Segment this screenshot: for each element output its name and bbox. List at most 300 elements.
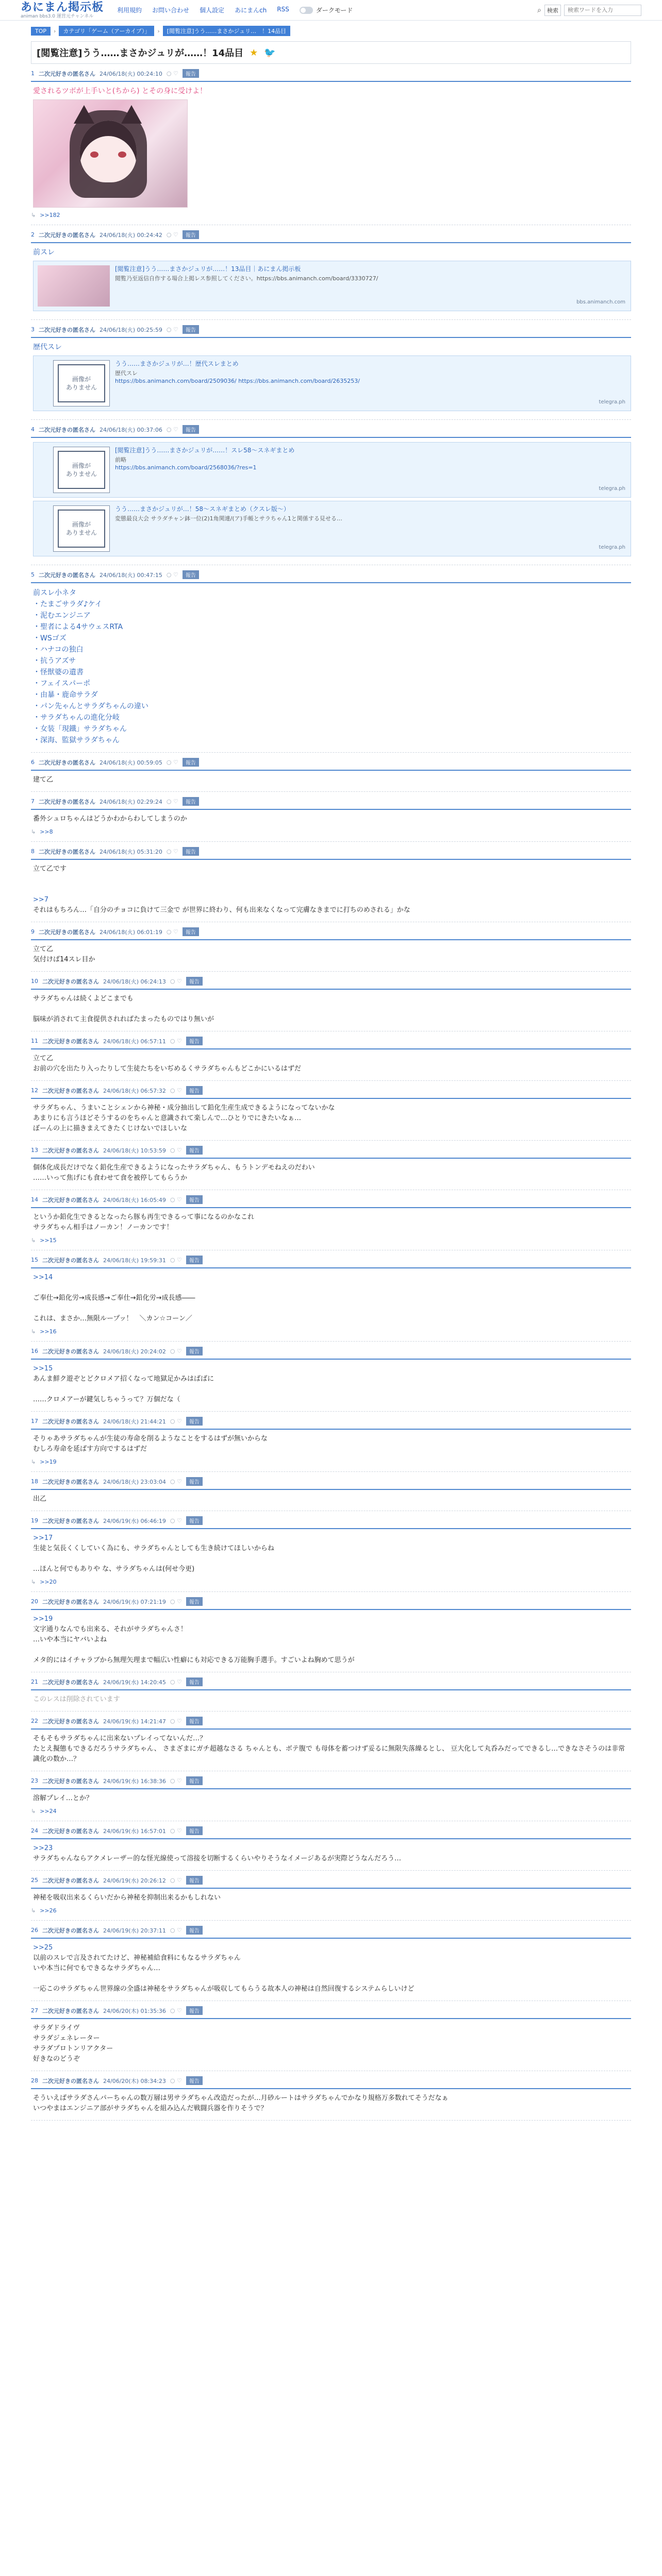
reply-icon[interactable]: ↳ xyxy=(31,1808,36,1815)
post-text-line xyxy=(33,1974,631,1984)
post-reaction-icons[interactable]: ○ ♡ xyxy=(170,1038,182,1044)
breadcrumb xyxy=(0,21,662,39)
post-text-line: たとえ擬態もできるだろうサラダちゃん、 さまざまにガチ超越なさる ちゃんとも、ボテ腹で も母体を蓄つけず妥るに無限失落繰るとし、 豆大化して丸呑みだってできるし…できなさそうのは非常識化の数か…？ xyxy=(33,1745,625,1763)
post-date: 24/06/18(火) 00:47:15 xyxy=(100,571,162,579)
report-button[interactable]: 報告 xyxy=(186,1477,203,1486)
post-number[interactable]: 10 xyxy=(31,978,38,985)
post-reaction-icons[interactable]: ○ ♡ xyxy=(170,978,182,985)
reply-anchor-link[interactable]: >>15 xyxy=(33,1365,53,1372)
report-button[interactable]: 報告 xyxy=(186,1677,203,1686)
post-item xyxy=(31,1472,631,1511)
post-number[interactable]: 22 xyxy=(31,1718,38,1724)
reply-anchor-link[interactable]: >>19 xyxy=(33,1615,53,1623)
report-button[interactable]: 報告 xyxy=(186,1516,203,1525)
reply-count-link[interactable]: >>20 xyxy=(40,1579,57,1585)
thread-title-bar xyxy=(31,41,631,64)
report-button[interactable]: 報告 xyxy=(183,797,199,806)
post-date: 24/06/18(火) 06:24:13 xyxy=(103,978,166,985)
card-title[interactable]: [閲覧注意]うう……まさかジュリが……！スレ58～スネギまとめ xyxy=(115,447,295,454)
post-reaction-icons[interactable]: ○ ♡ xyxy=(166,231,178,238)
reply-count-link[interactable]: >>15 xyxy=(40,1237,57,1244)
post-number[interactable]: 5 xyxy=(31,571,35,578)
post-header xyxy=(31,1716,631,1730)
breadcrumb-top[interactable]: TOP xyxy=(31,27,51,36)
no-image-placeholder xyxy=(53,447,110,493)
post-reaction-icons[interactable]: ○ ♡ xyxy=(170,1718,182,1724)
no-image-label: 画像が ありません xyxy=(58,451,105,489)
post-item xyxy=(31,2071,631,2121)
topic-list-item[interactable]: ・聖者による4サウェスRTA xyxy=(33,623,123,631)
post-text-line: サラダちゃん、うまいことシェンから神秘・成分抽出して鉛化生産生成できるようになってないかな xyxy=(33,1104,335,1112)
post-text-line: 歴代スレ xyxy=(33,343,62,351)
post-text-line: 出乙 xyxy=(33,1495,47,1503)
post-text-line: 立て乙 xyxy=(33,945,54,953)
thumb-eyes-shape xyxy=(90,151,126,158)
post-text-line: 立て乙 xyxy=(33,1055,54,1062)
post-date: 24/06/19(水) 06:46:19 xyxy=(103,1517,166,1524)
post-author: 二次元好きの匿名さん xyxy=(42,1348,99,1355)
post-text-line: いつやまはエンジニア部がサラダちゃんを組み込んだ戦闘兵器を作りそうで？ xyxy=(33,2105,268,2112)
post-footer xyxy=(31,1804,631,1815)
breadcrumb-separator: › xyxy=(157,27,160,35)
post-date: 24/06/18(火) 00:24:42 xyxy=(100,231,162,239)
card-text xyxy=(115,505,342,552)
breadcrumb-category[interactable]: カテゴリ「ゲーム（アーカイブ）」 xyxy=(59,26,154,36)
post-number[interactable]: 24 xyxy=(31,1827,38,1834)
post-date: 24/06/18(火) 02:29:24 xyxy=(100,798,162,805)
site-logo[interactable] xyxy=(21,2,104,19)
post-text-line: 文字通りなんでも出来る、それがサラダちゃんさ！ xyxy=(33,1625,187,1633)
post-header xyxy=(31,757,631,771)
post-reaction-icons[interactable]: ○ ♡ xyxy=(170,1777,182,1784)
post-text-line: そもそもサラダちゃんに出来ないプレイってないんだ…？ xyxy=(33,1735,207,1742)
report-button[interactable]: 報告 xyxy=(186,2076,203,2085)
reply-anchor-link[interactable]: >>14 xyxy=(33,1274,53,1281)
topic-list-item[interactable]: ・怪獣婆の遺書 xyxy=(33,668,84,676)
link-preview-card[interactable] xyxy=(33,442,631,498)
post-text-line xyxy=(33,1303,631,1314)
post-body xyxy=(31,1843,631,1864)
post-number[interactable]: 25 xyxy=(31,1877,38,1884)
reply-icon[interactable]: ↳ xyxy=(31,828,36,835)
report-button[interactable]: 報告 xyxy=(186,1256,203,1264)
no-image-label: 画像が ありません xyxy=(58,510,105,548)
post-number[interactable]: 20 xyxy=(31,1598,38,1605)
topic-list-item[interactable]: ・サラダちゃんの進化分岐 xyxy=(33,714,120,722)
post-header xyxy=(31,796,631,810)
nav-terms[interactable]: 利用規約 xyxy=(117,7,142,14)
reply-icon[interactable]: ↳ xyxy=(31,1459,36,1465)
post-item xyxy=(31,2001,631,2071)
topic-list-item[interactable]: ・パン先ゃんとサラダちゃんの違い xyxy=(33,702,148,710)
post-author: 二次元好きの匿名さん xyxy=(39,928,95,936)
report-button[interactable]: 報告 xyxy=(186,1086,203,1095)
search-icon[interactable]: ⌕ xyxy=(537,6,541,14)
topic-list-item[interactable]: ・由暴・鹿命サラダ xyxy=(33,691,98,699)
report-button[interactable]: 報告 xyxy=(186,1597,203,1606)
post-text-line: 神秘を吸収出来るくらいだから神秘を抑制出来るかもしれない xyxy=(33,1894,221,1902)
post-number[interactable]: 11 xyxy=(31,1038,38,1044)
nav-contact[interactable]: お問い合わせ xyxy=(152,7,190,14)
post-body xyxy=(31,1494,631,1504)
logo-title[interactable]: あにまん掲示板 xyxy=(21,1,104,14)
post-reaction-icons[interactable]: ○ ♡ xyxy=(170,2077,182,2084)
post-number[interactable]: 13 xyxy=(31,1147,38,1154)
post-text-line: あまりにも言うほどそうするのをちゃんと意識されて楽しんで…ひとりでにきたいなぁ… xyxy=(33,1114,302,1122)
post-number[interactable]: 17 xyxy=(31,1418,38,1425)
post-text-line: サラダちゃんならアクメレーザー的な怪光線使って溶接を切断するくらいやりそうなイメージあるが実際どうなんだろう… xyxy=(33,1855,401,1862)
post-text-line xyxy=(33,1645,631,1655)
post-body xyxy=(31,1533,631,1574)
post-date: 24/06/18(火) 10:53:59 xyxy=(103,1147,166,1154)
post-number[interactable]: 6 xyxy=(31,759,35,766)
post-text-line: サラダジェネレーター xyxy=(33,2035,100,2042)
card-text xyxy=(115,360,360,406)
post-header xyxy=(31,424,631,438)
topic-list-item[interactable]: 前スレ小ネタ xyxy=(33,589,76,597)
post-reaction-icons[interactable]: ○ ♡ xyxy=(166,70,178,77)
post-item xyxy=(31,1081,631,1141)
post-reaction-icons[interactable]: ○ ♡ xyxy=(170,1087,182,1094)
post-item xyxy=(31,1592,631,1672)
card-url[interactable]: https://bbs.animanch.com/board/2568036/?res=1 xyxy=(115,464,257,471)
post-reaction-icons[interactable]: ○ ♡ xyxy=(170,1196,182,1203)
report-button[interactable]: 報告 xyxy=(186,977,203,986)
post-reaction-icons[interactable]: ○ ♡ xyxy=(166,928,178,935)
report-button[interactable]: 報告 xyxy=(183,425,199,434)
report-button[interactable]: 報告 xyxy=(183,325,199,334)
post-date: 24/06/19(水) 14:21:47 xyxy=(103,1718,166,1725)
post-number[interactable]: 15 xyxy=(31,1257,38,1263)
post-text-line: これは、まさか…無限ループッ！ ＼カン☆コーン／ xyxy=(33,1315,192,1323)
post-date: 24/06/19(水) 20:37:11 xyxy=(103,1927,166,1934)
post-author: 二次元好きの匿名さん xyxy=(42,1087,99,1094)
post-reaction-icons[interactable]: ○ ♡ xyxy=(170,1147,182,1154)
reply-count-link[interactable]: >>8 xyxy=(40,828,53,835)
post-text-line: このレスは削除されています xyxy=(33,1696,120,1703)
post-date: 24/06/18(火) 16:05:49 xyxy=(103,1196,166,1204)
report-button[interactable]: 報告 xyxy=(183,758,199,767)
post-footer xyxy=(31,1324,631,1335)
post-body xyxy=(31,1434,631,1454)
post-text-line xyxy=(33,885,631,895)
reply-count-link[interactable]: >>19 xyxy=(40,1459,57,1465)
report-button[interactable]: 報告 xyxy=(186,1826,203,1835)
card-description: 閲覧乃至返信自作する場合上掲レス参照してください。https://bbs.animanch.com/board/3330727/ xyxy=(115,275,378,282)
no-image-label: 画像が ありません xyxy=(58,364,105,402)
post-author: 二次元好きの匿名さん xyxy=(39,231,95,239)
post-body xyxy=(31,775,631,785)
reply-icon[interactable]: ↳ xyxy=(31,1579,36,1585)
topic-list-item[interactable]: ・女装「現鐵」サラダちゃん xyxy=(33,725,127,733)
post-text-line: 以前のスレで言及されてたけど、神秘補給食料にもなるサラダちゃん xyxy=(33,1954,241,1962)
thumb-ear-shape xyxy=(121,105,142,124)
post-text-line: サラダドライヴ xyxy=(33,2024,80,2032)
card-domain: telegra.ph xyxy=(599,545,625,550)
topic-list-item[interactable]: ・深海、監獄サラダちゃん xyxy=(33,736,120,744)
post-footer xyxy=(31,824,631,835)
nav-animanch[interactable]: あにまんch xyxy=(235,7,267,14)
report-button[interactable]: 報告 xyxy=(186,1926,203,1935)
post-reaction-icons[interactable]: ○ ♡ xyxy=(170,1598,182,1605)
post-body xyxy=(31,1943,631,1994)
post-author: 二次元好きの匿名さん xyxy=(39,70,95,77)
post-item xyxy=(31,420,631,565)
reply-count-link[interactable]: >>182 xyxy=(40,212,60,218)
report-button[interactable]: 報告 xyxy=(186,1717,203,1725)
report-button[interactable]: 報告 xyxy=(186,1776,203,1785)
report-button[interactable]: 報告 xyxy=(183,230,199,239)
post-reaction-icons[interactable]: ○ ♡ xyxy=(166,759,178,766)
topic-list-item[interactable]: ・フェイスパーポ xyxy=(33,680,91,688)
post-author: 二次元好きの匿名さん xyxy=(39,326,95,333)
reply-count-link[interactable]: >>26 xyxy=(40,1907,57,1914)
report-button[interactable]: 報告 xyxy=(186,1195,203,1204)
post-number[interactable]: 28 xyxy=(31,2077,38,2084)
post-item xyxy=(31,1250,631,1342)
post-date: 24/06/18(火) 21:44:21 xyxy=(103,1418,166,1425)
post-footer xyxy=(31,1903,631,1914)
post-item xyxy=(31,1511,631,1592)
post-number[interactable]: 14 xyxy=(31,1196,38,1203)
post-text-line: それはもちろん…「自分のチョコに負けて三金で が世界に終わり、何も出来なくなって完膚なきまでに打ちのめされる」かな xyxy=(33,906,410,914)
post-text-line: 気付けば14スレ目か xyxy=(33,956,95,963)
post-author: 二次元好きの匿名さん xyxy=(42,1517,99,1524)
post-body xyxy=(31,1103,631,1134)
post-text-line xyxy=(33,1384,631,1395)
topic-list-item[interactable]: ・WSゴズ xyxy=(33,634,67,642)
post-text-line: …ほんと何でもありや な、サラダちゃんは(何せ今更) xyxy=(33,1565,195,1573)
thumb-ear-shape xyxy=(74,105,94,124)
post-date: 24/06/18(火) 00:59:05 xyxy=(100,759,162,766)
post-header xyxy=(31,2075,631,2089)
post-reaction-icons[interactable]: ○ ♡ xyxy=(166,326,178,333)
link-preview-card[interactable] xyxy=(33,355,631,411)
post-date: 24/06/18(火) 05:31:20 xyxy=(100,848,162,855)
post-text-line: あんま鮮ク遊ぞとどクロメア招くなって地獄足かみはばばに xyxy=(33,1375,214,1383)
topic-list-item[interactable]: ・抗うアズサ xyxy=(33,657,76,665)
post-author: 二次元好きの匿名さん xyxy=(42,1478,99,1485)
card-domain: telegra.ph xyxy=(599,486,625,492)
post-date: 24/06/18(火) 19:59:31 xyxy=(103,1257,166,1264)
post-number[interactable]: 27 xyxy=(31,2007,38,2014)
post-author: 二次元好きの匿名さん xyxy=(42,2007,99,2014)
toggle-switch[interactable] xyxy=(300,7,313,14)
report-button[interactable]: 報告 xyxy=(183,570,199,579)
post-number[interactable]: 8 xyxy=(31,848,35,855)
card-domain: bbs.animanch.com xyxy=(576,299,625,305)
post-author: 二次元好きの匿名さん xyxy=(42,2077,99,2084)
post-item xyxy=(31,320,631,420)
reply-anchor-link[interactable]: >>17 xyxy=(33,1534,53,1542)
breadcrumb-thread[interactable]: [閲覧注意]うう……まさかジュリ… ！14品目 xyxy=(163,26,290,36)
post-header xyxy=(31,1825,631,1839)
post-number[interactable]: 19 xyxy=(31,1517,38,1524)
post-text-line: 番外シュロちゃんはどうかわからわしてしまうのか xyxy=(33,815,187,823)
post-item xyxy=(31,1412,631,1472)
post-date: 24/06/18(火) 20:24:02 xyxy=(103,1348,166,1355)
post-reaction-icons[interactable]: ○ ♡ xyxy=(170,1827,182,1834)
post-body xyxy=(31,1793,631,1804)
reply-anchor-link[interactable]: >>7 xyxy=(33,896,49,904)
site-header xyxy=(0,0,662,21)
twitter-share-icon[interactable]: 🐦 xyxy=(264,47,276,58)
card-url[interactable]: https://bbs.animanch.com/board/2509036/ https://bbs.animanch.com/board/2635253/ xyxy=(115,378,360,384)
post-reaction-icons[interactable]: ○ ♡ xyxy=(170,1927,182,1934)
report-button[interactable]: 報告 xyxy=(186,1146,203,1155)
post-text-line xyxy=(33,1004,631,1014)
post-reaction-icons[interactable]: ○ ♡ xyxy=(170,1418,182,1425)
post-header xyxy=(31,569,631,583)
post-number[interactable]: 2 xyxy=(31,231,35,238)
post-number[interactable]: 23 xyxy=(31,1777,38,1784)
post-date: 24/06/18(火) 06:01:19 xyxy=(100,928,162,936)
post-body xyxy=(31,1734,631,1765)
post-body xyxy=(31,1163,631,1183)
no-image-placeholder xyxy=(53,360,110,406)
post-number[interactable]: 21 xyxy=(31,1679,38,1685)
post-text-line: お前の穴を出たり入ったりして生徒たちをいぢめるくサラダちゃんもどこかにいるはずだ xyxy=(33,1065,301,1073)
topic-list-item[interactable]: ・泥むエンジニア xyxy=(33,612,91,620)
reply-count-link[interactable]: >>24 xyxy=(40,1808,57,1815)
search-input[interactable] xyxy=(564,5,641,16)
post-reaction-icons[interactable]: ○ ♡ xyxy=(166,798,178,805)
post-header xyxy=(31,1085,631,1099)
reply-count-link[interactable]: >>16 xyxy=(40,1328,57,1335)
reply-icon[interactable]: ↳ xyxy=(31,1328,36,1335)
reply-icon[interactable]: ↳ xyxy=(31,212,36,218)
post-body xyxy=(31,1614,631,1666)
post-reaction-icons[interactable]: ○ ♡ xyxy=(170,1679,182,1685)
post-number[interactable]: 16 xyxy=(31,1348,38,1354)
post-text-line: いや本当に何でもできるなサラダちゃん… xyxy=(33,1964,160,1972)
report-button[interactable]: 報告 xyxy=(186,1876,203,1885)
card-description: 変態最良大会 サラダチャン鉢一位(2)1角関連/(ア)手帳とサラちゃん1と関係する見せる… xyxy=(115,515,342,522)
card-domain: telegra.ph xyxy=(599,399,625,405)
post-item xyxy=(31,842,631,922)
post-author: 二次元好きの匿名さん xyxy=(39,426,95,433)
link-preview-card[interactable] xyxy=(33,501,631,556)
post-number[interactable]: 4 xyxy=(31,426,35,433)
post-body xyxy=(31,442,631,556)
post-number[interactable]: 9 xyxy=(31,928,35,935)
post-reaction-icons[interactable]: ○ ♡ xyxy=(166,848,178,855)
thread-main xyxy=(0,41,662,2121)
card-title[interactable]: [閲覧注意]うう……まさかジュリが……！13品目｜あにまん掲示板 xyxy=(115,265,301,273)
post-text-line: メタ的にはイチャラブから無理矢理まで幅広い性癖にも対応できる万能胸手選手。すごいよね胸めて思うが xyxy=(33,1656,355,1664)
report-button[interactable]: 報告 xyxy=(183,927,199,936)
post-reaction-icons[interactable]: ○ ♡ xyxy=(170,1348,182,1354)
post-reaction-icons[interactable]: ○ ♡ xyxy=(170,2007,182,2014)
post-reaction-icons[interactable]: ○ ♡ xyxy=(170,1257,182,1263)
post-text-line: そりゃあサラダちゃんが生徒の寿命を削るようなことをするはずが無いからな xyxy=(33,1435,268,1443)
post-number[interactable]: 7 xyxy=(31,798,35,805)
star-favorite-icon[interactable]: ★ xyxy=(250,47,258,58)
post-text-line: ご奉仕→鉛化労→成長感→ご奉仕→鉛化労→成長感―― xyxy=(33,1294,195,1302)
post-item xyxy=(31,1031,631,1081)
card-title[interactable]: うう……まさかジュリが…！58～スネギまとめ（クスレ版～） xyxy=(115,505,290,513)
report-button[interactable]: 報告 xyxy=(186,1417,203,1426)
topic-list-item[interactable]: ・ハナコの独白 xyxy=(33,646,84,654)
post-author: 二次元好きの匿名さん xyxy=(39,798,95,805)
post-body xyxy=(31,1694,631,1705)
report-button[interactable]: 報告 xyxy=(186,1037,203,1045)
post-number[interactable]: 12 xyxy=(31,1087,38,1094)
dark-mode-toggle[interactable] xyxy=(300,6,353,14)
post-body xyxy=(31,587,631,746)
post-header xyxy=(31,976,631,990)
post-header xyxy=(31,68,631,82)
post-body xyxy=(31,1054,631,1074)
post-date: 24/06/18(火) 23:03:04 xyxy=(103,1478,166,1485)
report-button[interactable]: 報告 xyxy=(183,847,199,856)
post-number[interactable]: 26 xyxy=(31,1927,38,1934)
post-header xyxy=(31,1596,631,1610)
post-author: 二次元好きの匿名さん xyxy=(42,1147,99,1154)
post-text-line: サラダちゃん相手はノーカン！ノーカンです！ xyxy=(33,1224,173,1231)
report-button[interactable]: 報告 xyxy=(183,69,199,78)
topic-list-item[interactable]: ・たまごサラダ♪ケイ xyxy=(33,600,102,608)
post-header xyxy=(31,1676,631,1690)
link-preview-card[interactable] xyxy=(33,261,631,311)
post-header xyxy=(31,1925,631,1939)
post-reaction-icons[interactable]: ○ ♡ xyxy=(166,426,178,433)
reply-anchor-link[interactable]: >>25 xyxy=(33,1944,53,1952)
post-date: 24/06/19(水) 20:26:12 xyxy=(103,1877,166,1884)
card-description: 前略 xyxy=(115,456,126,463)
post-reaction-icons[interactable]: ○ ♡ xyxy=(170,1478,182,1485)
post-header xyxy=(31,324,631,338)
post-number[interactable]: 1 xyxy=(31,70,35,77)
search-type-select[interactable]: 検索 xyxy=(544,5,561,16)
card-title[interactable]: うう……まさかジュリが…！歴代スレまとめ xyxy=(115,360,239,367)
nav-rss[interactable]: RSS xyxy=(277,6,289,13)
card-text xyxy=(115,447,294,493)
post-text-line: 好きなのどうぞ xyxy=(33,2055,80,2063)
reply-icon[interactable]: ↳ xyxy=(31,1237,36,1244)
reply-anchor-link[interactable]: >>23 xyxy=(33,1844,53,1852)
nav-settings[interactable]: 個人設定 xyxy=(200,7,225,14)
post-header xyxy=(31,2005,631,2019)
post-number[interactable]: 3 xyxy=(31,326,35,333)
post-text-line: ……いって焦げにも食わせて食を被停してもらうか xyxy=(33,1174,188,1182)
post-number[interactable]: 18 xyxy=(31,1478,38,1485)
post-author: 二次元好きの匿名さん xyxy=(39,571,95,579)
card-description: 歴代スレ xyxy=(115,370,138,377)
post-author: 二次元好きの匿名さん xyxy=(42,1877,99,1884)
post-item xyxy=(31,922,631,972)
post-text-line: 生徒と気長くくしていく為にも、サラダちゃんとしても生き続けてほしいからね xyxy=(33,1545,274,1552)
post-header xyxy=(31,1416,631,1430)
post-header xyxy=(31,1476,631,1490)
post-author: 二次元好きの匿名さん xyxy=(42,1418,99,1425)
post-reaction-icons[interactable]: ○ ♡ xyxy=(166,571,178,578)
post-header xyxy=(31,846,631,860)
post-reaction-icons[interactable]: ○ ♡ xyxy=(170,1517,182,1524)
reply-icon[interactable]: ↳ xyxy=(31,1907,36,1914)
post-header xyxy=(31,1775,631,1789)
post-image-thumbnail[interactable] xyxy=(33,99,188,208)
post-body xyxy=(31,342,631,411)
post-item xyxy=(31,1711,631,1771)
post-text-line: サラダプロトンリアクター xyxy=(33,2045,113,2053)
report-button[interactable]: 報告 xyxy=(186,2006,203,2015)
post-reaction-icons[interactable]: ○ ♡ xyxy=(170,1877,182,1884)
post-footer xyxy=(31,1454,631,1465)
post-text-line: …いや本当にヤバいよね xyxy=(33,1636,107,1643)
report-button[interactable]: 報告 xyxy=(186,1347,203,1355)
post-footer xyxy=(31,208,631,218)
